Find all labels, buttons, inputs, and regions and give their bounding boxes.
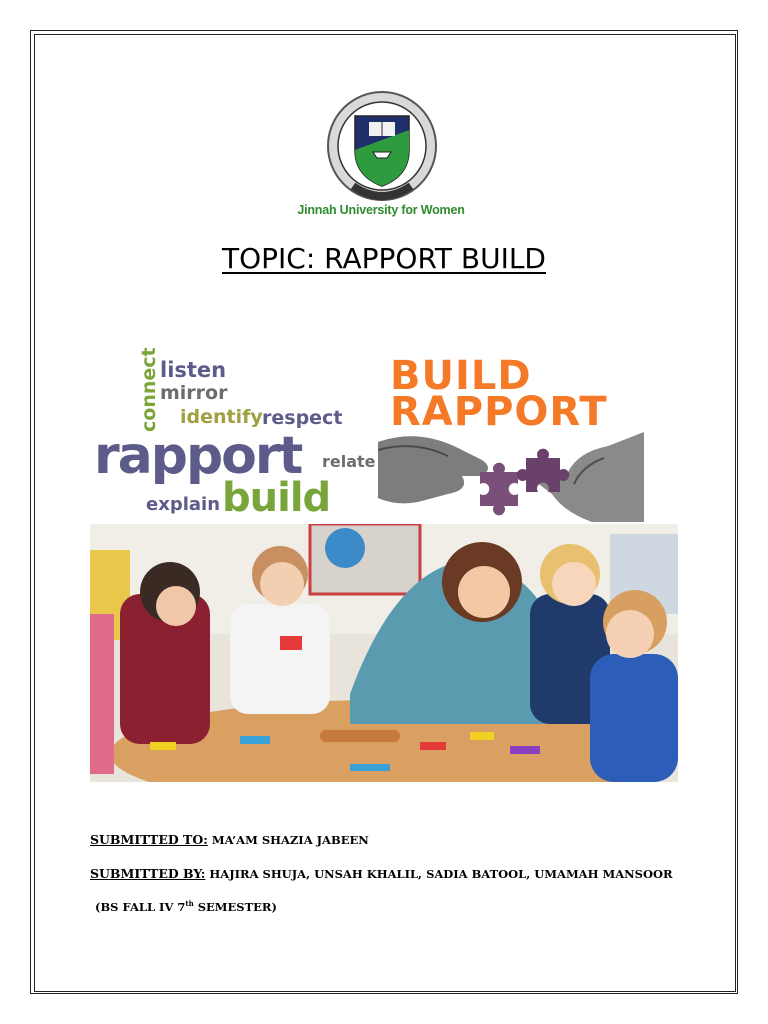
program-suffix: SEMESTER) xyxy=(193,899,277,914)
build-rapport-image xyxy=(378,352,644,522)
teacher-children-photo xyxy=(90,524,678,782)
hands-puzzle-icon xyxy=(378,432,644,522)
submitted-by-label: SUBMITTED BY: xyxy=(90,866,206,881)
program-sup: th xyxy=(185,899,194,908)
word-identify: identify xyxy=(180,406,263,428)
topic-title: TOPIC: RAPPORT BUILD xyxy=(222,242,546,275)
word-respect: respect xyxy=(262,407,343,429)
submitted-by-value: HAJIRA SHUJA, UNSAH KHALIL, SADIA BATOOL, UMAMAH MANSOOR xyxy=(209,867,673,881)
university-name: Jinnah University for Women xyxy=(297,203,465,217)
word-listen: listen xyxy=(160,358,227,382)
banner-line-1: BUILD xyxy=(390,353,532,399)
word-connect: connect xyxy=(138,347,160,432)
submitted-to-label: SUBMITTED TO: xyxy=(90,832,208,847)
word-explain: explain xyxy=(146,494,221,515)
submitted-to-value: MA’AM SHAZIA JABEEN xyxy=(211,833,369,847)
word-relate: relate xyxy=(322,452,376,471)
program-line xyxy=(95,899,277,914)
submitted-by-line xyxy=(90,866,673,881)
word-build: build xyxy=(222,475,331,521)
word-mirror: mirror xyxy=(160,382,228,404)
submitted-to-line xyxy=(90,832,369,847)
rapport-wordcloud-image xyxy=(90,347,380,522)
word-rapport: rapport xyxy=(94,426,302,486)
banner-line-2: RAPPORT xyxy=(390,389,608,435)
program-prefix: (BS FALL IV 7 xyxy=(95,899,186,914)
